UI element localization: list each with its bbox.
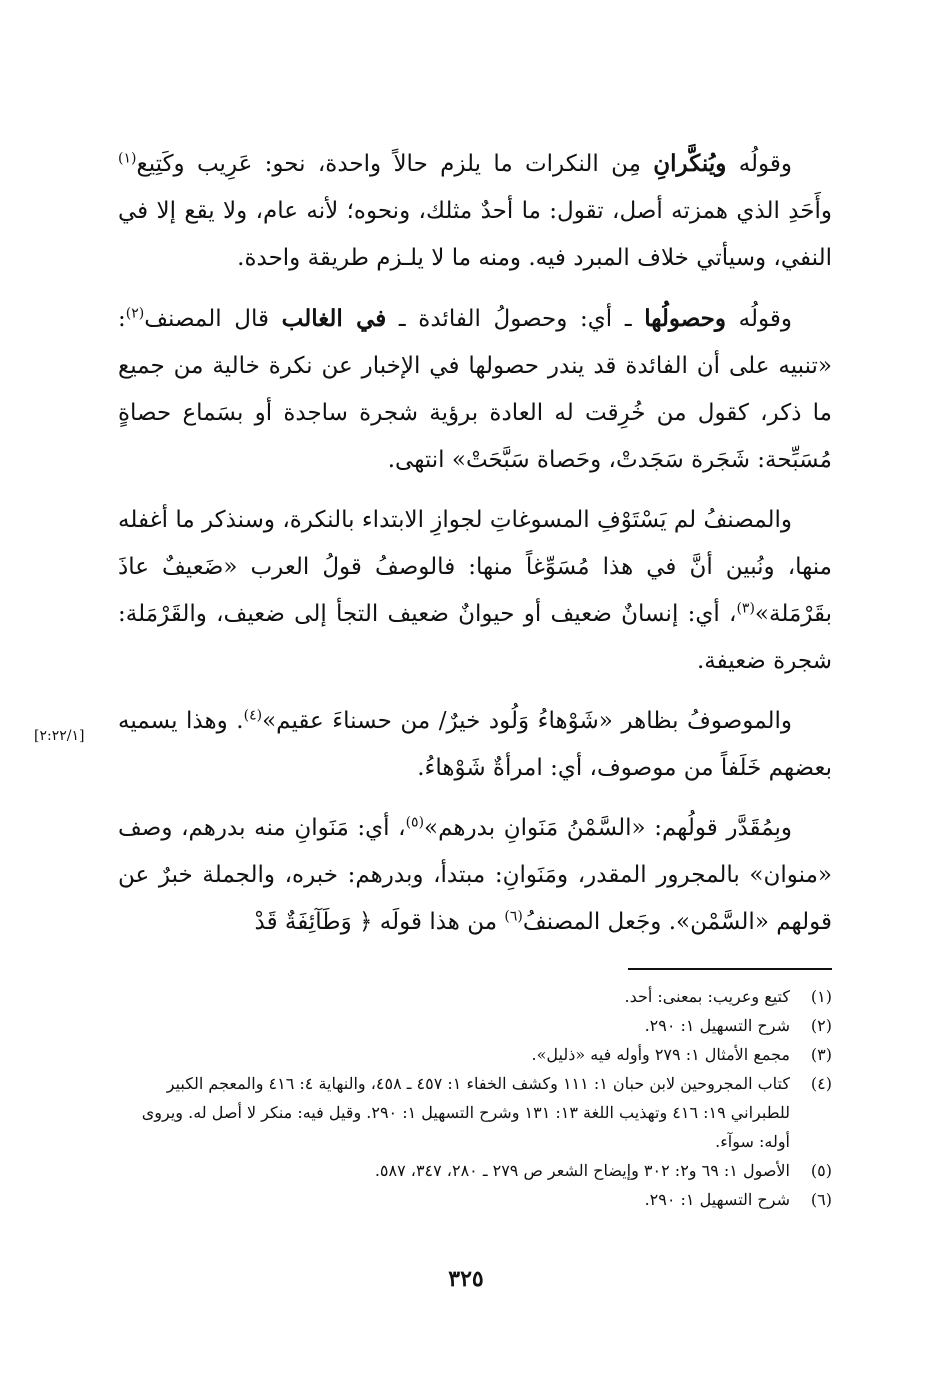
paragraph-4 [118, 698, 832, 792]
p5-text-a: وبِمُقَدَّر قولُهم: «السَّمْنُ مَنَوانِ بدرهم» [424, 815, 792, 841]
p4-text-b: . وهذا يسميه بعضهم خَلَفاً من موصوف، أي: امرأةٌ شَوْهاءُ. [118, 708, 832, 781]
footnote-3 [118, 1040, 832, 1069]
p5-text-c: من هذا قولَه ﴿ وَطَآئِفَةٌ قَدْ [254, 909, 498, 935]
p2-text-f: : «تنبيه على أن الفائدة قد يندر حصولها في الإخبار عن نكرة خالية من جميع ما ذكر، كقول من خُرِقت له العادة برؤية شجرة ساجدة أو بسَماع حصاةٍ مُسَبِّحة: شَجَرة سَجَدتْ، وحَصاة سَبَّحَتْ» انتهى. [118, 306, 832, 473]
p5-text-b: ، أي: مَنَوانِ منه بدرهم، وصف «منوان» بالمجرور المقدر، ومَنَوانِ: مبتدأ، وبدرهم: خبره، والجملة خبرٌ عن قولهم «السَّمْن». وجَعل المصنفُ [118, 815, 832, 935]
footnote-5 [118, 1156, 832, 1185]
p2-text-e: قال المصنف [144, 306, 269, 332]
p4-text-a: والموصوفُ بظاهر «شَوْهاءُ وَلُود خيرٌ/ من حسناءَ عقيم» [262, 708, 792, 734]
p1-text-a: وقولُه [738, 151, 793, 177]
footnote-text: شرح التسهيل ١: ٢٩٠. [644, 1016, 790, 1035]
footnote-number: (١) [810, 987, 832, 1006]
footnote-text: شرح التسهيل ١: ٢٩٠. [644, 1190, 790, 1209]
footnote-text: مجمع الأمثال ١: ٢٧٩ وأوله فيه «ذليل». [531, 1045, 790, 1064]
footnote-number: (٥) [810, 1161, 832, 1180]
footnote-1 [118, 982, 832, 1011]
footnote-number: (٢) [810, 1016, 832, 1035]
footnote-2 [118, 1011, 832, 1040]
footnote-ref-2[interactable]: (٢) [125, 305, 145, 322]
footnote-text: كتاب المجروحين لابن حبان ١: ١١١ وكشف الخفاء ١: ٤٥٧ ـ ٤٥٨، والنهاية ٤: ٤١٦ والمعجم الكبير للطبراني ١٩: ٤١٦ وتهذيب اللغة ١٣: ١٣١ وشرح التسهيل ١: ٢٩٠. وقيل فيه: منكر لا أصل له. ويروى أوله: سوآء. [141, 1074, 790, 1151]
p3-text-a: والمصنفُ لم يَسْتَوْفِ المسوغاتِ لجوازِ الابتداء بالنكرة، وسنذكر ما أغفله منها، ونُبين أنَّ في هذا مُسَوِّغاً منها: فالوصفُ قولُ العرب «ضَعيفٌ عاذَ بقَرْمَلة» [118, 507, 832, 627]
footnote-number: (٦) [810, 1190, 832, 1209]
margin-reference: [٢:٢٢/١] [34, 728, 85, 744]
paragraph-3 [118, 497, 832, 685]
paragraph-5 [118, 805, 832, 946]
p2-bold-term: وحصولُها [644, 305, 727, 332]
paragraph-1 [118, 140, 832, 282]
p1-text-c: مِن النكرات ما يلزم حالاً واحدة، نحو: عَرِيب وكَتِيع [136, 151, 641, 177]
footnote-ref-3[interactable]: (٣) [736, 600, 755, 617]
p3-text-b: ، أي: إنسانٌ ضعيف أو حيوانٌ ضعيف التجأ إلى ضعيف، والقَرْمَلة: شجرة ضعيفة. [118, 601, 832, 674]
p2-bold-phrase: في الغالب [281, 305, 387, 332]
footnote-4 [118, 1069, 832, 1156]
footnote-ref-1[interactable]: (١) [118, 150, 137, 167]
footnote-number: (٣) [810, 1045, 832, 1064]
footnote-ref-5[interactable]: (٥) [405, 814, 425, 831]
footnote-text: الأصول ١: ٦٩ و٢: ٣٠٢ وإيضاح الشعر ص ٢٧٩ ـ ٢٨٠، ٣٤٧، ٥٨٧. [374, 1161, 790, 1180]
footnote-ref-4[interactable]: (٤) [243, 707, 263, 724]
footnote-number: (٤) [810, 1074, 832, 1093]
paragraph-2 [118, 295, 832, 484]
footnote-divider [628, 968, 832, 970]
footnote-ref-6[interactable]: (٦) [504, 908, 523, 925]
page-number: ٣٢٥ [448, 1266, 484, 1292]
p2-text-c: ـ أي: وحصولُ الفائدة ـ [398, 306, 632, 332]
main-text [118, 140, 832, 959]
p1-bold-term: ويُنكَّرانِ [653, 150, 727, 177]
footnotes [118, 982, 832, 1214]
p1-text-d: وأَحَدِ الذي همزته أصل، تقول: ما أحدٌ مثلك، ونحوه؛ لأنه عام، ولا يقع إلا في النفي، وسيأتي خلاف المبرد فيه. ومنه ما لا يلـزم طريقة واحدة. [118, 198, 832, 271]
p2-text-a: وقولُه [738, 306, 792, 332]
footnote-6 [118, 1185, 832, 1214]
footnote-text: كتيع وعريب: بمعنى: أحد. [624, 987, 790, 1006]
